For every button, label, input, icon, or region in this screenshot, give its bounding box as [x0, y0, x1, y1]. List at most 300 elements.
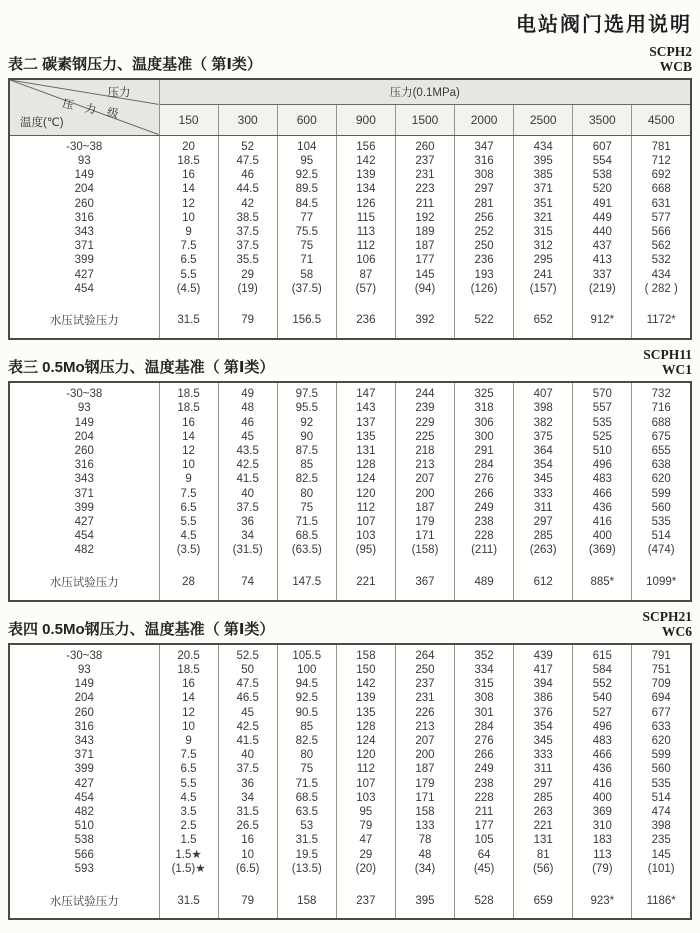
temperature-cell: 454: [74, 530, 94, 543]
diagonal-label-pressure: 压力: [107, 87, 131, 100]
spacer-cell: [159, 558, 218, 565]
pressure-value-cell: 158: [395, 805, 454, 819]
pressure-value-cell: 36: [218, 515, 277, 529]
pressure-value-cell: 37.5: [218, 225, 277, 239]
spacer-cell: [573, 296, 632, 303]
pressure-value-cell: (45): [455, 862, 514, 876]
pressure-value-cell: 87: [336, 268, 395, 282]
caption-row: [8, 347, 692, 377]
pressure-value-cell: 142: [336, 154, 395, 168]
pressure-value-cell: 158: [336, 644, 395, 663]
temperature-cell: 316: [74, 459, 94, 472]
pressure-value-cell: 50: [218, 663, 277, 677]
hydro-test-row: [9, 565, 691, 601]
pressure-value-cell: 171: [395, 529, 454, 543]
table-row: [9, 777, 691, 791]
pressure-value-cell: 68.5: [277, 791, 336, 805]
hydro-test-value-cell: 31.5: [159, 883, 218, 919]
pressure-value-cell: (94): [395, 282, 454, 296]
table-row: [9, 819, 691, 833]
pressure-value-cell: 225: [395, 430, 454, 444]
pressure-value-cell: (13.5): [277, 862, 336, 876]
table-row: [9, 734, 691, 748]
pressure-value-cell: 297: [514, 777, 573, 791]
pressure-value-cell: 100: [277, 663, 336, 677]
pressure-value-cell: 139: [336, 168, 395, 182]
pressure-value-cell: 638: [632, 458, 691, 472]
pressure-value-cell: 42: [218, 197, 277, 211]
pressure-value-cell: 400: [573, 791, 632, 805]
pressure-class-cell: 2500: [514, 104, 573, 135]
pressure-class-cell: 150: [159, 104, 218, 135]
pressure-value-cell: 187: [395, 239, 454, 253]
pressure-value-cell: 535: [632, 777, 691, 791]
table-row: [9, 239, 691, 253]
pressure-value-cell: 416: [573, 515, 632, 529]
pressure-value-cell: 439: [514, 644, 573, 663]
pressure-value-cell: 49: [218, 382, 277, 401]
pressure-value-cell: 135: [336, 430, 395, 444]
pressure-value-cell: 171: [395, 791, 454, 805]
pressure-value-cell: 333: [514, 487, 573, 501]
pressure-value-cell: 266: [455, 487, 514, 501]
pressure-value-cell: 440: [573, 225, 632, 239]
pressure-value-cell: (126): [455, 282, 514, 296]
spacer-cell: [277, 296, 336, 303]
pressure-value-cell: 213: [395, 458, 454, 472]
pressure-value-cell: 4.5: [159, 791, 218, 805]
pressure-value-cell: 156: [336, 135, 395, 154]
pressure-value-cell: 134: [336, 182, 395, 196]
pressure-value-cell: 1.5: [159, 833, 218, 847]
pressure-value-cell: 137: [336, 416, 395, 430]
hydro-test-value-cell: 147.5: [277, 565, 336, 601]
spacer-cell: [159, 876, 218, 883]
pressure-value-cell: 42.5: [218, 458, 277, 472]
pressure-value-cell: (4.5): [159, 282, 218, 296]
pressure-value-cell: 10: [159, 211, 218, 225]
pressure-value-cell: 264: [395, 644, 454, 663]
pressure-value-cell: 63.5: [277, 805, 336, 819]
table-row: [9, 805, 691, 819]
pressure-value-cell: 103: [336, 529, 395, 543]
temperature-cell: 149: [74, 678, 94, 691]
pressure-value-cell: 354: [514, 458, 573, 472]
pressure-value-cell: 496: [573, 458, 632, 472]
spacer-cell: [514, 296, 573, 303]
pressure-value-cell: 525: [573, 430, 632, 444]
pressure-value-cell: 620: [632, 472, 691, 486]
pressure-value-cell: 325: [455, 382, 514, 401]
pressure-value-cell: 189: [395, 225, 454, 239]
pressure-value-cell: 382: [514, 416, 573, 430]
table-caption: 表四 0.5Mo钢压力、温度基准（ 第Ⅰ类）: [8, 620, 275, 638]
table-row: [9, 644, 691, 663]
pressure-value-cell: 781: [632, 135, 691, 154]
hydro-test-row: [9, 883, 691, 919]
spacer-row: [9, 296, 691, 303]
pressure-value-cell: 2.5: [159, 819, 218, 833]
pressure-value-cell: 200: [395, 487, 454, 501]
spacer-cell: [395, 296, 454, 303]
pressure-value-cell: 337: [573, 268, 632, 282]
pressure-value-cell: 285: [514, 791, 573, 805]
pressure-value-cell: (31.5): [218, 543, 277, 557]
table-row: [9, 253, 691, 267]
pressure-value-cell: 112: [336, 501, 395, 515]
pressure-value-cell: 145: [632, 848, 691, 862]
pressure-value-cell: 677: [632, 706, 691, 720]
pressure-value-cell: 200: [395, 748, 454, 762]
spacer-cell: [336, 296, 395, 303]
pressure-value-cell: 554: [573, 154, 632, 168]
table-row: [9, 762, 691, 776]
pressure-value-cell: 90.5: [277, 706, 336, 720]
pressure-value-cell: 131: [514, 833, 573, 847]
pressure-value-cell: 20.5: [159, 644, 218, 663]
pressure-value-cell: 40: [218, 487, 277, 501]
pressure-value-cell: 187: [395, 762, 454, 776]
pressure-value-cell: 133: [395, 819, 454, 833]
pressure-value-cell: 668: [632, 182, 691, 196]
pressure-value-cell: 78: [395, 833, 454, 847]
pressure-value-cell: (20): [336, 862, 395, 876]
hydro-test-value-cell: 367: [395, 565, 454, 601]
pressure-value-cell: 90: [277, 430, 336, 444]
pressure-value-cell: 75: [277, 501, 336, 515]
pressure-value-cell: 115: [336, 211, 395, 225]
temperature-cell: 538: [74, 834, 94, 847]
spacer-cell: [632, 876, 691, 883]
pressure-value-cell: 436: [573, 501, 632, 515]
pressure-value-cell: 46: [218, 168, 277, 182]
pressure-value-cell: 483: [573, 472, 632, 486]
pressure-value-cell: 238: [455, 515, 514, 529]
pressure-value-cell: 237: [395, 154, 454, 168]
pressure-value-cell: 18.5: [159, 401, 218, 415]
spacer-cell: [9, 876, 159, 883]
hydro-test-value-cell: 31.5: [159, 303, 218, 339]
pressure-value-cell: 306: [455, 416, 514, 430]
pressure-value-cell: 375: [514, 430, 573, 444]
pressure-value-cell: (79): [573, 862, 632, 876]
pressure-value-cell: 535: [573, 416, 632, 430]
spacer-cell: [455, 296, 514, 303]
hydro-test-label: 水压试验压力: [49, 577, 119, 590]
hydro-test-value-cell: 885*: [573, 565, 632, 601]
pressure-value-cell: 47.5: [218, 677, 277, 691]
temperature-cell: 316: [74, 720, 94, 733]
pressure-value-cell: 276: [455, 734, 514, 748]
pressure-value-cell: 291: [455, 444, 514, 458]
pressure-value-cell: 147: [336, 382, 395, 401]
pressure-value-cell: (211): [455, 543, 514, 557]
pressure-value-cell: 281: [455, 197, 514, 211]
hydro-test-value-cell: 237: [336, 883, 395, 919]
pressure-value-cell: 316: [455, 154, 514, 168]
pressure-value-cell: 491: [573, 197, 632, 211]
pressure-class-cell: 4500: [632, 104, 691, 135]
hydro-test-value-cell: 912*: [573, 303, 632, 339]
pressure-value-cell: 466: [573, 748, 632, 762]
spacer-cell: [218, 558, 277, 565]
pressure-value-cell: 177: [395, 253, 454, 267]
pressure-value-cell: (157): [514, 282, 573, 296]
pressure-class-cell: 1500: [395, 104, 454, 135]
pressure-value-cell: 211: [455, 805, 514, 819]
pressure-value-cell: 398: [514, 401, 573, 415]
diagonal-label-temperature: 温度(℃): [20, 116, 64, 129]
pressure-value-cell: 68.5: [277, 529, 336, 543]
pressure-value-cell: 241: [514, 268, 573, 282]
pressure-class-cell: 2000: [455, 104, 514, 135]
diagonal-header-cell: [9, 79, 159, 135]
pressure-value-cell: 89.5: [277, 182, 336, 196]
pressure-value-cell: 466: [573, 487, 632, 501]
pressure-value-cell: 7.5: [159, 239, 218, 253]
pressure-value-cell: (57): [336, 282, 395, 296]
table-row: [9, 268, 691, 282]
pressure-value-cell: 128: [336, 458, 395, 472]
pressure-value-cell: 237: [395, 677, 454, 691]
spacer-cell: [159, 296, 218, 303]
pressure-value-cell: 732: [632, 382, 691, 401]
spacer-cell: [336, 876, 395, 883]
table-row: [9, 458, 691, 472]
pressure-value-cell: 371: [514, 182, 573, 196]
pressure-value-cell: 562: [632, 239, 691, 253]
hydro-test-value-cell: 652: [514, 303, 573, 339]
temperature-cell: 427: [74, 516, 94, 528]
pressure-value-cell: 6.5: [159, 253, 218, 267]
pressure-value-cell: (101): [632, 862, 691, 876]
pressure-value-cell: 231: [395, 168, 454, 182]
table-row: [9, 430, 691, 444]
table-row: [9, 529, 691, 543]
pressure-value-cell: 143: [336, 401, 395, 415]
pressure-value-cell: 58: [277, 268, 336, 282]
pressure-value-cell: 131: [336, 444, 395, 458]
pressure-value-cell: 112: [336, 239, 395, 253]
pressure-value-cell: 308: [455, 691, 514, 705]
hydro-test-value-cell: 74: [218, 565, 277, 601]
pressure-value-cell: 95: [277, 154, 336, 168]
pressure-value-cell: 692: [632, 168, 691, 182]
pressure-value-cell: 510: [573, 444, 632, 458]
pressure-value-cell: 751: [632, 663, 691, 677]
pressure-value-cell: 607: [573, 135, 632, 154]
pressure-value-cell: 437: [573, 239, 632, 253]
pressure-value-cell: 552: [573, 677, 632, 691]
temperature-cell: 93: [77, 664, 91, 677]
pressure-value-cell: (219): [573, 282, 632, 296]
pressure-value-cell: 45: [218, 706, 277, 720]
temperature-cell: 149: [74, 416, 94, 429]
pressure-value-cell: 48: [218, 401, 277, 415]
pressure-value-cell: 354: [514, 720, 573, 734]
pressure-value-cell: 250: [395, 663, 454, 677]
pressure-value-cell: 179: [395, 777, 454, 791]
pressure-value-cell: 239: [395, 401, 454, 415]
pressure-temperature-table: [8, 643, 692, 920]
pressure-value-cell: 207: [395, 734, 454, 748]
pressure-value-cell: 47.5: [218, 154, 277, 168]
table-row: [9, 154, 691, 168]
pressure-value-cell: (19): [218, 282, 277, 296]
pressure-value-cell: 385: [514, 168, 573, 182]
pressure-class-cell: 3500: [573, 104, 632, 135]
pressure-value-cell: 75: [277, 762, 336, 776]
pressure-value-cell: 6.5: [159, 762, 218, 776]
temperature-cell: 93: [77, 154, 91, 167]
spacer-cell: [395, 876, 454, 883]
pressure-value-cell: 38.5: [218, 211, 277, 225]
material-grade: WCB: [659, 59, 692, 75]
pressure-value-cell: 145: [395, 268, 454, 282]
pressure-value-cell: 94.5: [277, 677, 336, 691]
pressure-value-cell: (369): [573, 543, 632, 557]
pressure-value-cell: 535: [632, 515, 691, 529]
pressure-value-cell: 95: [336, 805, 395, 819]
pressure-value-cell: 14: [159, 430, 218, 444]
table-row: [9, 211, 691, 225]
material-grade: WC6: [662, 623, 692, 639]
spacer-row: [9, 558, 691, 565]
pressure-value-cell: 3.5: [159, 805, 218, 819]
pressure-value-cell: 80: [277, 487, 336, 501]
pressure-value-cell: 124: [336, 734, 395, 748]
pressure-value-cell: 256: [455, 211, 514, 225]
pressure-value-cell: 229: [395, 416, 454, 430]
material-grades: [643, 347, 692, 377]
temperature-cell: 343: [74, 735, 94, 748]
pressure-value-cell: 19.5: [277, 848, 336, 862]
spacer-cell: [632, 296, 691, 303]
spacer-row: [9, 876, 691, 883]
table-row: [9, 748, 691, 762]
pressure-value-cell: 514: [632, 529, 691, 543]
temperature-cell: 593: [74, 862, 94, 875]
pressure-value-cell: 295: [514, 253, 573, 267]
spacer-cell: [514, 558, 573, 565]
pressure-value-cell: 26.5: [218, 819, 277, 833]
table-section: [8, 347, 692, 602]
hydro-test-value-cell: 1186*: [632, 883, 691, 919]
hydro-test-value-cell: 923*: [573, 883, 632, 919]
temperature-cell: 93: [77, 402, 91, 415]
hydro-test-value-cell: 392: [395, 303, 454, 339]
temperature-cell: 482: [74, 544, 94, 557]
pressure-value-cell: 631: [632, 197, 691, 211]
spacer-cell: [395, 558, 454, 565]
table-row: [9, 501, 691, 515]
pressure-value-cell: 308: [455, 168, 514, 182]
pressure-value-cell: 53: [277, 819, 336, 833]
pressure-value-cell: 226: [395, 706, 454, 720]
pressure-value-cell: 236: [455, 253, 514, 267]
pressure-value-cell: 46.5: [218, 691, 277, 705]
pressure-value-cell: 10: [159, 458, 218, 472]
pressure-value-cell: 599: [632, 748, 691, 762]
pressure-value-cell: (63.5): [277, 543, 336, 557]
pressure-value-cell: 394: [514, 677, 573, 691]
pressure-value-cell: 120: [336, 748, 395, 762]
pressure-value-cell: 633: [632, 720, 691, 734]
pressure-value-cell: 92.5: [277, 691, 336, 705]
pressure-value-cell: 250: [455, 239, 514, 253]
pressure-value-cell: 221: [514, 819, 573, 833]
pressure-value-cell: 12: [159, 197, 218, 211]
pressure-value-cell: 351: [514, 197, 573, 211]
hydro-test-value-cell: 522: [455, 303, 514, 339]
hydro-test-value-cell: 79: [218, 303, 277, 339]
table-row: [9, 706, 691, 720]
pressure-value-cell: 615: [573, 644, 632, 663]
pressure-value-cell: 31.5: [218, 805, 277, 819]
pressure-value-cell: 179: [395, 515, 454, 529]
pressure-value-cell: 400: [573, 529, 632, 543]
material-grade: SCPH11: [643, 346, 692, 362]
pressure-value-cell: 71.5: [277, 777, 336, 791]
pressure-value-cell: 207: [395, 472, 454, 486]
pressure-value-cell: 9: [159, 472, 218, 486]
table-row: [9, 416, 691, 430]
pressure-value-cell: 417: [514, 663, 573, 677]
pressure-value-cell: 95.5: [277, 401, 336, 415]
pressure-value-cell: 584: [573, 663, 632, 677]
temperature-cell: 204: [74, 183, 94, 196]
temperature-cell: -30~38: [66, 140, 103, 153]
pressure-value-cell: 192: [395, 211, 454, 225]
pressure-value-cell: 71.5: [277, 515, 336, 529]
tables-container: [8, 44, 692, 920]
hydro-test-label: 水压试验压力: [49, 315, 119, 328]
pressure-value-cell: 113: [573, 848, 632, 862]
table-row: [9, 282, 691, 296]
pressure-value-cell: 31.5: [277, 833, 336, 847]
temperature-cell: 454: [74, 282, 94, 295]
pressure-value-cell: 655: [632, 444, 691, 458]
pressure-value-cell: 4.5: [159, 529, 218, 543]
pressure-temperature-table: [8, 78, 692, 340]
pressure-value-cell: 474: [632, 805, 691, 819]
pressure-value-cell: 29: [336, 848, 395, 862]
table-section: [8, 44, 692, 340]
table-row: [9, 833, 691, 847]
pressure-value-cell: 20: [159, 135, 218, 154]
pressure-value-cell: 12: [159, 444, 218, 458]
pressure-value-cell: 249: [455, 762, 514, 776]
pressure-value-cell: 300: [455, 430, 514, 444]
hydro-test-value-cell: 1099*: [632, 565, 691, 601]
pressure-value-cell: 263: [514, 805, 573, 819]
temperature-cell: 399: [74, 254, 94, 267]
pressure-value-cell: 42.5: [218, 720, 277, 734]
pressure-value-cell: 64: [455, 848, 514, 862]
pressure-value-cell: 266: [455, 748, 514, 762]
pressure-value-cell: 85: [277, 720, 336, 734]
table-row: [9, 472, 691, 486]
temperature-cell: 399: [74, 501, 94, 514]
spacer-cell: [218, 296, 277, 303]
pressure-value-cell: 82.5: [277, 734, 336, 748]
pressure-value-cell: 560: [632, 762, 691, 776]
pressure-value-cell: 40: [218, 748, 277, 762]
spacer-cell: [277, 558, 336, 565]
pressure-value-cell: 7.5: [159, 748, 218, 762]
pressure-value-cell: 34: [218, 529, 277, 543]
pressure-value-cell: 44.5: [218, 182, 277, 196]
